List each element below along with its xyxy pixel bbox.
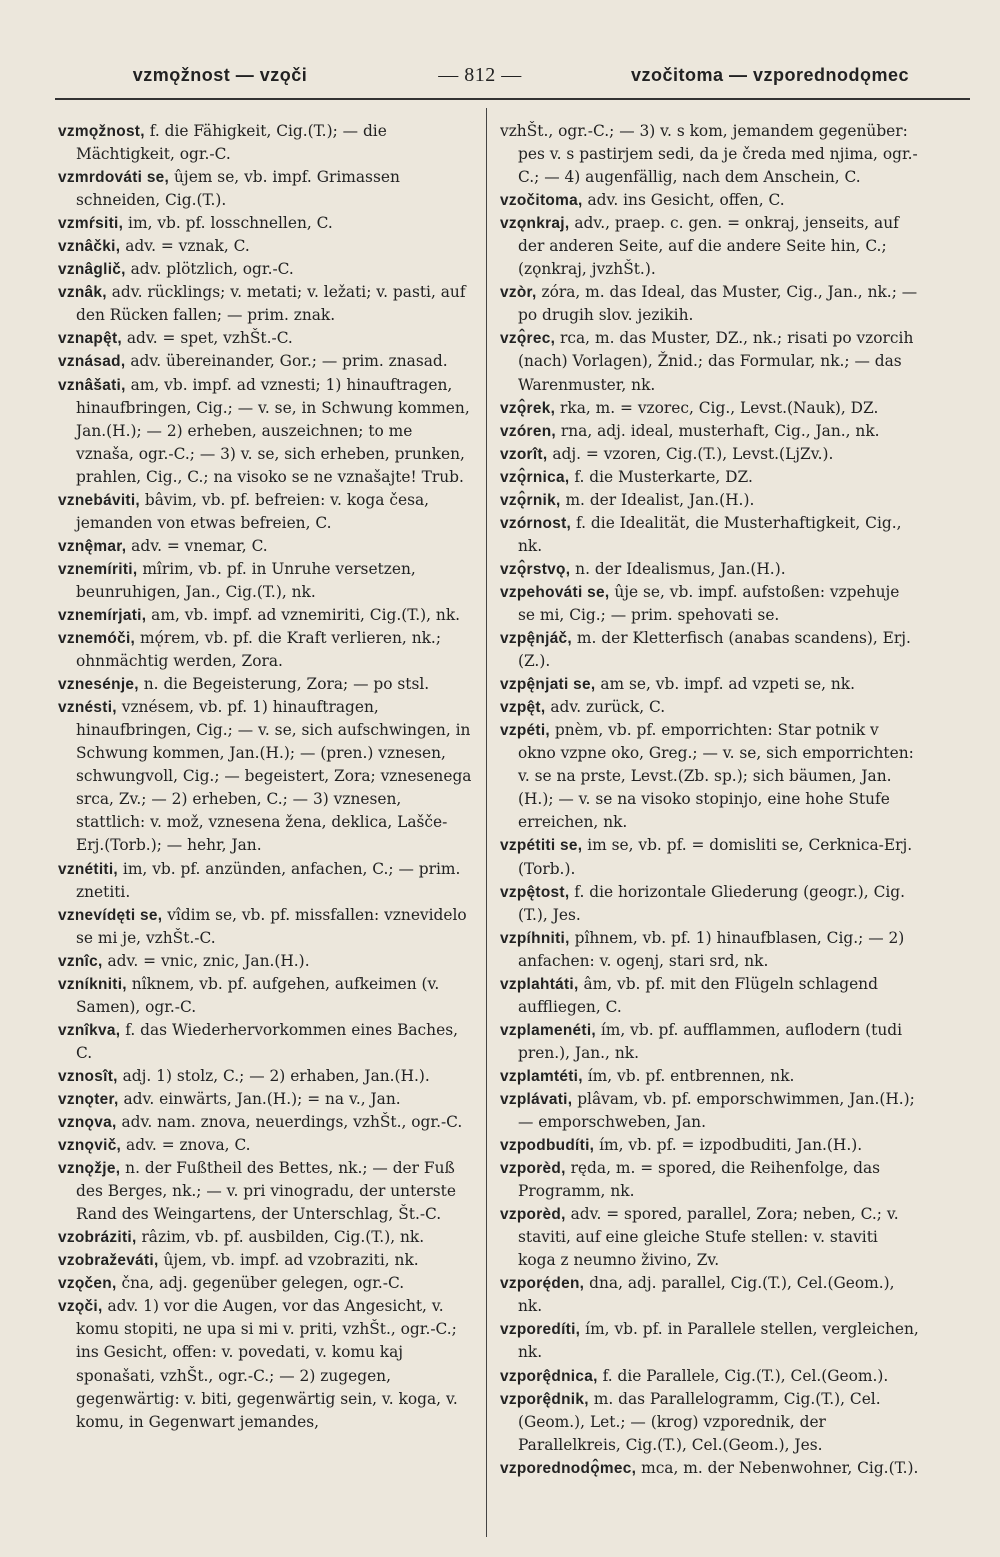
entry-headword: vzobraževáti, [58, 1252, 159, 1270]
dictionary-entry [58, 1295, 473, 1433]
entry-definition: n. der Fußtheil des Bettes, nk.; — der Fuß des Berges, nk.; — v. pri vinogradu, der unterste Rand des Weingartens, der Unterschlag, Št.-C. [76, 1159, 456, 1224]
entry-headword: vzǫ̂rec, [500, 330, 556, 348]
dictionary-entry [58, 696, 473, 857]
entry-definition: vznésem, vb. pf. 1) hinauftragen, hinaufbringen, Cig.; — v. se, sich aufschwingen, in Schwung kommen, Jan.(H.); — (pren.) vznesen, schwungvoll, Cig.; — begeistert, Zora; vznesenega srca, Zv.; — 2) erheben, C.; — 3) vznesen, stattlich: v. mož, vznesena žena, deklica, Lašče-Erj.(Torb.); — hehr, Jan. [76, 698, 472, 855]
dictionary-entry [500, 973, 920, 1019]
entry-definition: f. die Idealität, die Musterhaftigkeit, Cig., nk. [518, 513, 902, 555]
dictionary-entry [500, 696, 920, 719]
entry-headword: vznésti, [58, 699, 117, 717]
entry-definition: adv. = znova, C. [121, 1136, 251, 1155]
entry-headword: vzóren, [500, 422, 556, 440]
dictionary-entry [500, 1272, 920, 1318]
entry-headword: vzpehováti se, [500, 583, 610, 601]
entry-definition: ím, vb. pf. = izpodbuditi, Jan.(H.). [594, 1136, 863, 1155]
entry-definition: m. der Idealist, Jan.(H.). [560, 490, 755, 509]
entry-headword: vznevídęti se, [58, 906, 163, 924]
entry-headword: vzpíhniti, [500, 929, 570, 947]
entry-headword: vzpétiti se, [500, 837, 583, 855]
entry-headword: vzporedíti, [500, 1321, 581, 1339]
entry-definition: zóra, m. das Ideal, das Muster, Cig., Jan., nk.; — po drugih slov. jezikih. [518, 283, 918, 325]
entry-definition: adv. = vznak, C. [120, 237, 250, 256]
dictionary-entry [500, 581, 920, 627]
dictionary-entry [500, 927, 920, 973]
dictionary-entry [500, 558, 920, 581]
entry-definition: adv. = spored, parallel, Zora; neben, C.; v. staviti, auf eine gleiche Stufe stellen: v. staviti koga z neumno živino, Zv. [518, 1205, 899, 1270]
entry-headword: vzporę́den, [500, 1275, 585, 1293]
entry-definition: mîrim, vb. pf. in Unruhe versetzen, beunruhigen, Jan., Cig.(T.), nk. [76, 559, 416, 601]
entry-headword: vznásad, [58, 353, 126, 371]
dictionary-entry [58, 1111, 473, 1134]
entry-headword: vznétiti, [58, 860, 118, 878]
entry-definition: adj. 1) stolz, C.; — 2) erhaben, Jan.(H.). [117, 1066, 430, 1085]
entry-definition: ûje se, vb. impf. aufstoßen: vzpehuje se mi, Cig.; — prim. spehovati se. [518, 582, 900, 624]
entry-definition: nîknem, vb. pf. aufgehen, aufkeimen (v. Samen), ogr.-C. [76, 974, 440, 1016]
entry-definition: bâvim, vb. pf. befreien: v. koga česa, jemanden von etwas befreien, C. [76, 490, 430, 532]
entry-headword: vzobráziti, [58, 1229, 137, 1247]
dictionary-entry [58, 627, 473, 673]
entry-headword: vznîkva, [58, 1021, 121, 1039]
entry-definition: adv. einwärts, Jan.(H.); = na v., Jan. [118, 1089, 401, 1108]
entry-definition: adv. 1) vor die Augen, vor das Angesicht, v. komu stopiti, ne upa si mi v. priti, vzhŠt., ogr.-C.; ins Gesicht, offen: v. povedati, v. komu kaj sponašati, vzhŠt., ogr.-C.; — 2) zugegen, gegenwärtig: v. biti, gegenwärtig sein, v. koga, v. komu, in Gegenwart jemandes, [76, 1297, 458, 1431]
dictionary-entry [500, 627, 920, 673]
entry-headword: vznâglič, [58, 261, 126, 279]
entry-definition: am, vb. impf. ad vznemiriti, Cig.(T.), nk. [146, 605, 461, 624]
right-column [500, 120, 920, 1537]
entry-headword: vzporednodǫ̂mec, [500, 1459, 637, 1477]
dictionary-entry [58, 258, 473, 281]
entry-definition: am se, vb. impf. ad vzpeti se, nk. [595, 675, 856, 694]
entry-headword: vznemírjati, [58, 606, 147, 624]
entry-headword: vzǫ̂rnica, [500, 468, 570, 486]
entry-headword: vznemíriti, [58, 560, 138, 578]
entry-headword: vznâk, [58, 284, 107, 302]
dictionary-entry [58, 166, 473, 212]
entry-headword: vznesénje, [58, 676, 139, 694]
entry-definition: adv. = vnic, znic, Jan.(H.). [102, 951, 310, 970]
dictionary-entry [500, 1318, 920, 1364]
entry-headword: vzplávati, [500, 1090, 573, 1108]
entry-definition: ím, vb. pf. in Parallele stellen, vergleichen, nk. [518, 1320, 919, 1362]
entry-definition: dna, adj. parallel, Cig.(T.), Cel.(Geom.), nk. [518, 1274, 895, 1316]
page-number: — 812 — [438, 63, 522, 86]
entry-headword: vzporèd, [500, 1160, 566, 1178]
entry-headword: vznâčki, [58, 238, 121, 256]
dictionary-entry [58, 489, 473, 535]
entry-headword: vznâšati, [58, 376, 126, 394]
entry-definition: adv. übereinander, Gor.; — prim. znasad. [125, 352, 448, 371]
entry-definition: čna, adj. gegenüber gelegen, ogr.-C. [116, 1274, 405, 1293]
entry-headword: vzpę̂njáč, [500, 630, 572, 648]
entry-definition: am, vb. impf. ad vznesti; 1) hinauftragen, hinaufbringen, Cig.; — v. se, in Schwung kommen, Jan.(H.); — 2) erheben, auszeichnen; to me vznaša, ogr.-C.; — 3) v. se, sich erheben, prunken, prahlen, Cig., C.; na visoko se ne vznašajte! Trub. [76, 375, 470, 486]
entry-headword: vznemóči, [58, 630, 136, 648]
entry-headword: vzpę̂tost, [500, 883, 570, 901]
dictionary-entry [500, 1365, 920, 1388]
entry-definition: vîdim se, vb. pf. missfallen: vznevidelo se mi je, vzhŠt.-C. [76, 905, 467, 947]
entry-definition: adv. zurück, C. [545, 698, 666, 717]
entry-headword: vzmŕsiti, [58, 215, 124, 233]
entry-headword: vzmǫžnost, [58, 123, 145, 140]
dictionary-entry [500, 512, 920, 558]
entry-definition: adv. ins Gesicht, offen, C. [582, 191, 785, 210]
entry-headword: vzǫčen, [58, 1275, 117, 1293]
dictionary-entry [500, 489, 920, 512]
entry-definition: f. das Wiederhervorkommen eines Baches, C. [76, 1020, 458, 1062]
entry-headword: vzórnost, [500, 514, 572, 532]
dictionary-entry [500, 673, 920, 696]
entry-headword: vzǫ̂rstvǫ, [500, 560, 571, 578]
entry-definition: im se, vb. pf. = domisliti se, Cerknica-Erj.(Torb.). [518, 836, 913, 878]
dictionary-entry [500, 212, 920, 281]
entry-headword: vzníkniti, [58, 975, 127, 993]
dictionary-entry [500, 1388, 920, 1457]
entry-definition: ręda, m. = spored, die Reihenfolge, das Programm, nk. [518, 1159, 881, 1201]
entry-definition: pîhnem, vb. pf. 1) hinaufblasen, Cig.; — 2) anfachen: v. ogenj, stari srd, nk. [518, 928, 905, 970]
dictionary-entry [500, 466, 920, 489]
dictionary-entry [58, 950, 473, 973]
dictionary-entry [58, 558, 473, 604]
entry-headword: vznebáviti, [58, 491, 140, 509]
entry-headword: vzporę̂dnica, [500, 1367, 598, 1385]
dictionary-entry [500, 1157, 920, 1203]
entry-definition: f. die horizontale Gliederung (geogr.), Cig.(T.), Jes. [518, 882, 906, 924]
dictionary-entry [58, 1065, 473, 1088]
dictionary-entry [58, 1226, 473, 1249]
header-rule [55, 98, 970, 100]
entry-headword: vzǫ̂rnik, [500, 491, 561, 509]
entry-headword: vzplamenéti, [500, 1021, 596, 1039]
entry-definition: âm, vb. pf. mit den Flügeln schlagend auffliegen, C. [518, 974, 878, 1016]
dictionary-entry [500, 1134, 920, 1157]
entry-headword: vznę̂mar, [58, 537, 127, 555]
entry-headword: vzòr, [500, 284, 537, 302]
dictionary-entry [58, 1088, 473, 1111]
dictionary-entry [500, 120, 920, 189]
entry-headword: vzpę̂njati se, [500, 676, 596, 694]
column-divider [486, 108, 487, 1537]
dictionary-entry [58, 212, 473, 235]
entry-headword: vznǫžje, [58, 1160, 121, 1178]
entry-definition: n. die Begeisterung, Zora; — po stsl. [138, 675, 430, 694]
dictionary-entry [58, 327, 473, 350]
entry-definition: adv. nam. znova, neuerdings, vzhŠt., ogr.-C. [116, 1113, 463, 1132]
dictionary-entry [58, 1272, 473, 1295]
dictionary-entry [500, 1019, 920, 1065]
entry-definition: rca, m. das Muster, DZ., nk.; risati po vzorcih (nach) Vorlagen), Žnid.; das Formular, nk.; — das Warenmuster, nk. [518, 329, 914, 394]
entry-headword: vzǫči, [58, 1298, 103, 1316]
entry-definition: adv. = vnemar, C. [126, 536, 268, 555]
dictionary-entry [500, 397, 920, 420]
dictionary-entry [500, 1203, 920, 1272]
page-header [60, 58, 960, 92]
dictionary-entry [58, 604, 473, 627]
dictionary-entry [500, 1088, 920, 1134]
entry-definition: im, vb. pf. losschnellen, C. [123, 214, 333, 233]
entry-headword: vzǫ̂rek, [500, 399, 556, 417]
entry-headword: vzočitoma, [500, 192, 583, 210]
entry-definition: adv., praep. c. gen. = onkraj, jenseits, auf der anderen Seite, auf die andere Seite hin, C.; (zǫnkraj, jvzhŠt.). [518, 214, 899, 279]
entry-headword: vznǫva, [58, 1114, 117, 1132]
entry-definition: n. der Idealismus, Jan.(H.). [570, 559, 786, 578]
left-column [58, 120, 473, 1537]
entry-definition: f. die Musterkarte, DZ. [569, 467, 753, 486]
dictionary-entry [500, 834, 920, 880]
entry-headword: vznîc, [58, 952, 103, 970]
dictionary-entry [500, 881, 920, 927]
dictionary-entry [500, 1457, 920, 1480]
entry-headword: vzporèd, [500, 1206, 566, 1224]
entry-definition: plâvam, vb. pf. emporschwimmen, Jan.(H.); — emporschweben, Jan. [518, 1089, 915, 1132]
entry-definition: f. die Fähigkeit, Cig.(T.); — die Mächtigkeit, ogr.-C. [76, 122, 387, 164]
entry-definition: ûjem, vb. impf. ad vzobraziti, nk. [158, 1251, 419, 1270]
entry-definition: m. das Parallelogramm, Cig.(T.), Cel.(Geom.), Let.; — (krog) vzporednik, der Parallelkreis, Cig.(T.), Cel.(Geom.), Jes. [518, 1389, 881, 1454]
entry-definition: mca, m. der Nebenwohner, Cig.(T.). [636, 1458, 919, 1477]
dictionary-entry [58, 235, 473, 258]
dictionary-entry [58, 374, 473, 489]
entry-definition: rna, adj. ideal, musterhaft, Cig., Jan., nk. [555, 421, 880, 440]
dictionary-entry [500, 719, 920, 834]
entry-headword: vzplahtáti, [500, 975, 579, 993]
entry-headword: vzporę̂dnik, [500, 1390, 589, 1408]
entry-headword: vznǫter, [58, 1090, 119, 1108]
entry-definition: adv. = spet, vzhŠt.-C. [121, 329, 293, 348]
dictionary-entry [58, 1249, 473, 1272]
entry-headword: vznǫvič, [58, 1137, 122, 1155]
dictionary-entry [500, 420, 920, 443]
dictionary-entry [500, 281, 920, 327]
entry-definition: râzim, vb. pf. ausbilden, Cig.(T.), nk. [136, 1228, 425, 1247]
entry-definition: adj. = vzoren, Cig.(T.), Levst.(LjZv.). [547, 444, 834, 463]
header-left-guide-words: vzmǫžnost — vzǫči [132, 64, 308, 85]
entry-definition: ûjem se, vb. impf. Grimassen schneiden, Cig.(T.). [76, 168, 400, 210]
dictionary-entry [58, 535, 473, 558]
entry-definition: rka, m. = vzorec, Cig., Levst.(Nauk), DZ. [555, 398, 879, 417]
dictionary-entry [58, 973, 473, 1019]
dictionary-entry [58, 1134, 473, 1157]
entry-headword: vzpę̂t, [500, 699, 546, 717]
entry-headword: vzpéti, [500, 722, 550, 740]
entry-headword: vzmrdováti se, [58, 169, 170, 187]
entry-headword: vznapę̂t, [58, 330, 122, 348]
entry-headword: vzǫnkraj, [500, 215, 570, 233]
entry-headword: vzplamtéti, [500, 1067, 583, 1085]
dictionary-entry [58, 673, 473, 696]
entry-definition: vzhŠt., ogr.-C.; — 3) v. s kom, jemandem gegenüber: pes v. s pastirjem sedi, da je čreda med njima, ogr.-C.; — 4) augenfällig, nach dem Anschein, C. [500, 122, 918, 187]
dictionary-entry [58, 858, 473, 904]
dictionary-entry [500, 1065, 920, 1088]
dictionary-entry [58, 120, 473, 166]
entry-definition: adv. plötzlich, ogr.-C. [125, 260, 294, 279]
dictionary-entry [58, 350, 473, 373]
dictionary-entry [500, 189, 920, 212]
entry-definition: f. die Parallele, Cig.(T.), Cel.(Geom.). [597, 1366, 889, 1385]
dictionary-entry [500, 327, 920, 396]
entry-definition: mǫ́rem, vb. pf. die Kraft verlieren, nk.; ohnmächtig werden, Zora. [76, 629, 442, 671]
entry-headword: vzorît, [500, 445, 548, 463]
entry-headword: vzpodbudíti, [500, 1137, 595, 1155]
entry-definition: ím, vb. pf. aufflammen, auflodern (tudi pren.), Jan., nk. [518, 1020, 903, 1062]
dictionary-entry [58, 904, 473, 950]
entry-definition: adv. rücklings; v. metati; v. ležati; v. pasti, auf den Rücken fallen; — prim. znak. [76, 283, 466, 325]
dictionary-entry [58, 1019, 473, 1065]
entry-definition: im, vb. pf. anzünden, anfachen, C.; — prim. znetiti. [76, 859, 461, 901]
entry-definition: m. der Kletterfisch (anabas scandens), Erj.(Z.). [518, 629, 911, 671]
dictionary-entry [58, 281, 473, 327]
entry-definition: pnèm, vb. pf. emporrichten: Star potnik v okno vzpne oko, Greg.; — v. se, sich emporrichten: v. se na prste, Levst.(Zb. sp.); sich bäumen, Jan.(H.); — v. se na visoko stopinjo, eine hohe Stufe erreichen, nk. [518, 721, 914, 832]
entry-headword: vznosît, [58, 1067, 118, 1085]
entry-definition: ím, vb. pf. entbrennen, nk. [582, 1066, 795, 1085]
dictionary-entry [58, 1157, 473, 1226]
header-right-guide-words: vzočitoma — vzporednodǫmec [630, 64, 910, 85]
dictionary-entry [500, 443, 920, 466]
